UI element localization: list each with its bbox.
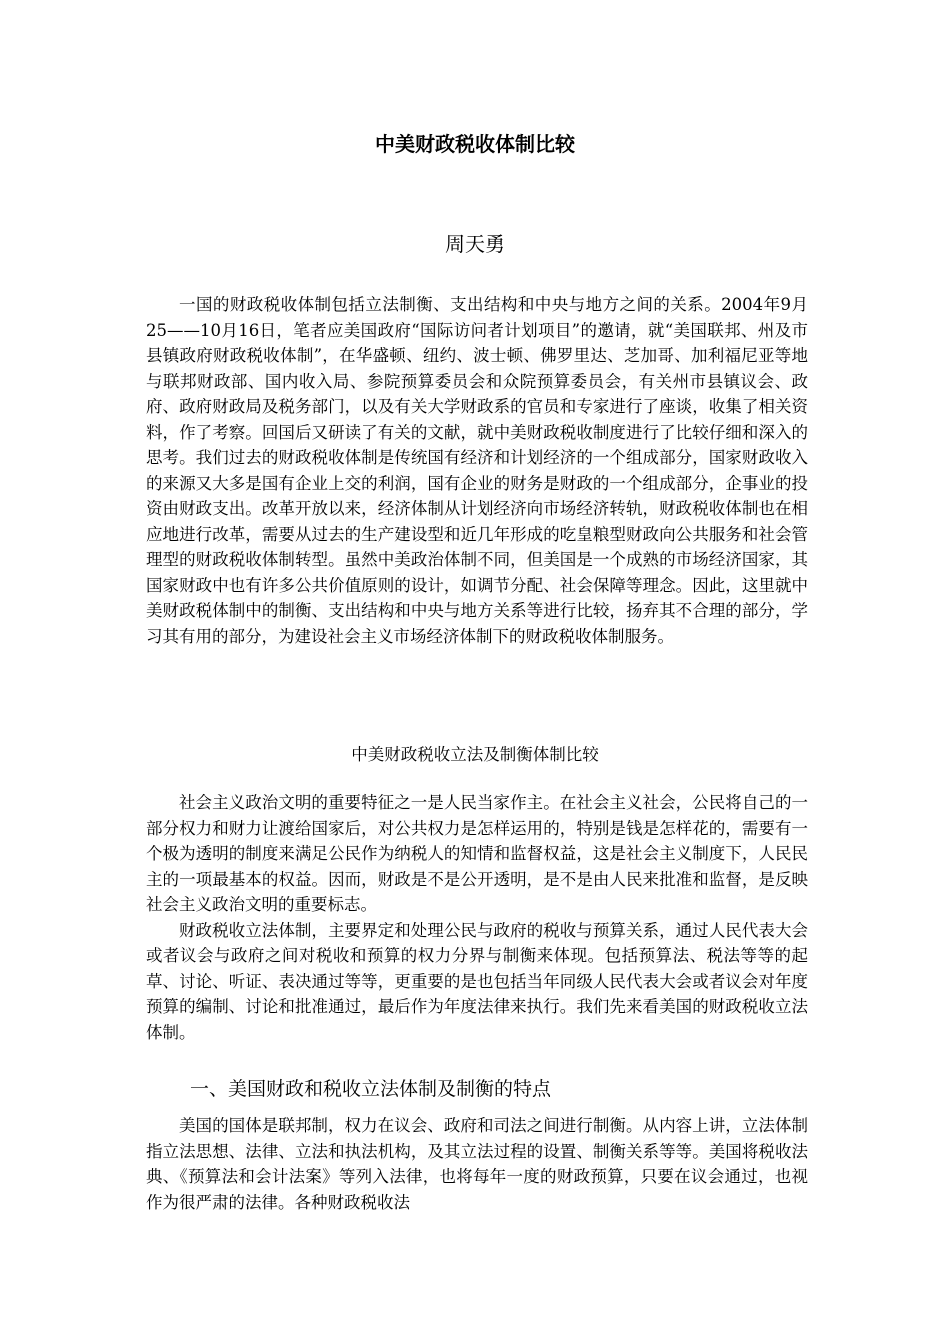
- document-author: 周天勇: [445, 232, 505, 256]
- heading-section-body: [146, 1113, 808, 1215]
- section-subtitle: 中美财政税收立法及制衡体制比较: [351, 745, 599, 764]
- document-title: 中美财政税收体制比较: [375, 132, 575, 156]
- body-paragraph-2: 财政税收立法体制，主要界定和处理公民与政府的税收与预算关系，通过人民代表大会或者议会与政府之间对税收和预算的权力分界与制衡来体现。包括预算法、税法等等的起草、讨论、听证、表决通过等等，更重要的是也包括当年同级人民代表大会或者议会对年度预算的编制、讨论和批准通过，最后作为年度法律来执行。我们先来看美国的财政税收立法体制。: [146, 920, 808, 1042]
- intro-paragraph: 一国的财政税收体制包括立法制衡、支出结构和中央与地方之间的关系。2004年9月25——10月16日，笔者应美国政府“国际访问者计划项目”的邀请，就“美国联邦、州及市县镇政府财政税收体制”，在华盛顿、纽约、波士顿、佛罗里达、芝加哥、加利福尼亚等地与联邦财政部、国内收入局、参院预算委员会和众院预算委员会，有关州市县镇议会、政府、政府财政局及税务部门，以及有关大学财政系的官员和专家进行了座谈，收集了相关资料，作了考察。回国后又研读了有关的文献，就中美财政税收制度进行了比较仔细和深入的思考。我们过去的财政税收体制是传统国有经济和计划经济的一个组成部分，国家财政收入的来源又大多是国有企业上交的利润，国有企业的财务是财政的一个组成部分，企事业的投资由财政支出。改革开放以来，经济体制从计划经济向市场经济转轨，财政税收体制也在相应地进行改革，需要从过去的生产建设型和近几年形成的吃皇粮型财政向公共服务和社会管理型的财政税收体制转型。虽然中美政治体制不同，但美国是一个成熟的市场经济国家，其国家财政中也有许多公共价值原则的设计，如调节分配、社会保障等理念。因此，这里就中美财政税体制中的制衡、支出结构和中央与地方关系等进行比较，扬弃其不合理的部分，学习其有用的部分，为建设社会主义市场经济体制下的财政税收体制服务。: [146, 295, 808, 646]
- body-paragraph-1: 社会主义政治文明的重要特征之一是人民当家作主。在社会主义社会，公民将自己的一部分权力和财力让渡给国家后，对公共权力是怎样运用的，特别是钱是怎样花的，需要有一个极为透明的制度来满足公民作为纳税人的知情和监督权益，这是社会主义制度下，人民民主的一项最基本的权益。因而，财政是不是公开透明，是不是由人民来批准和监督，是反映社会主义政治文明的重要标志。: [146, 793, 808, 914]
- intro-section: [146, 292, 808, 649]
- section-body: [146, 790, 808, 1045]
- section-heading: 一、美国财政和税收立法体制及制衡的特点: [190, 1078, 552, 1100]
- body-paragraph-3: 美国的国体是联邦制，权力在议会、政府和司法之间进行制衡。从内容上讲，立法体制指立法思想、法律、立法和执法机构，及其立法过程的设置、制衡关系等等。美国将税收法典、《预算法和会计法案》等列入法律，也将每年一度的财政预算，只要在议会通过，也视作为很严肃的法律。各种财政税收法: [146, 1116, 808, 1212]
